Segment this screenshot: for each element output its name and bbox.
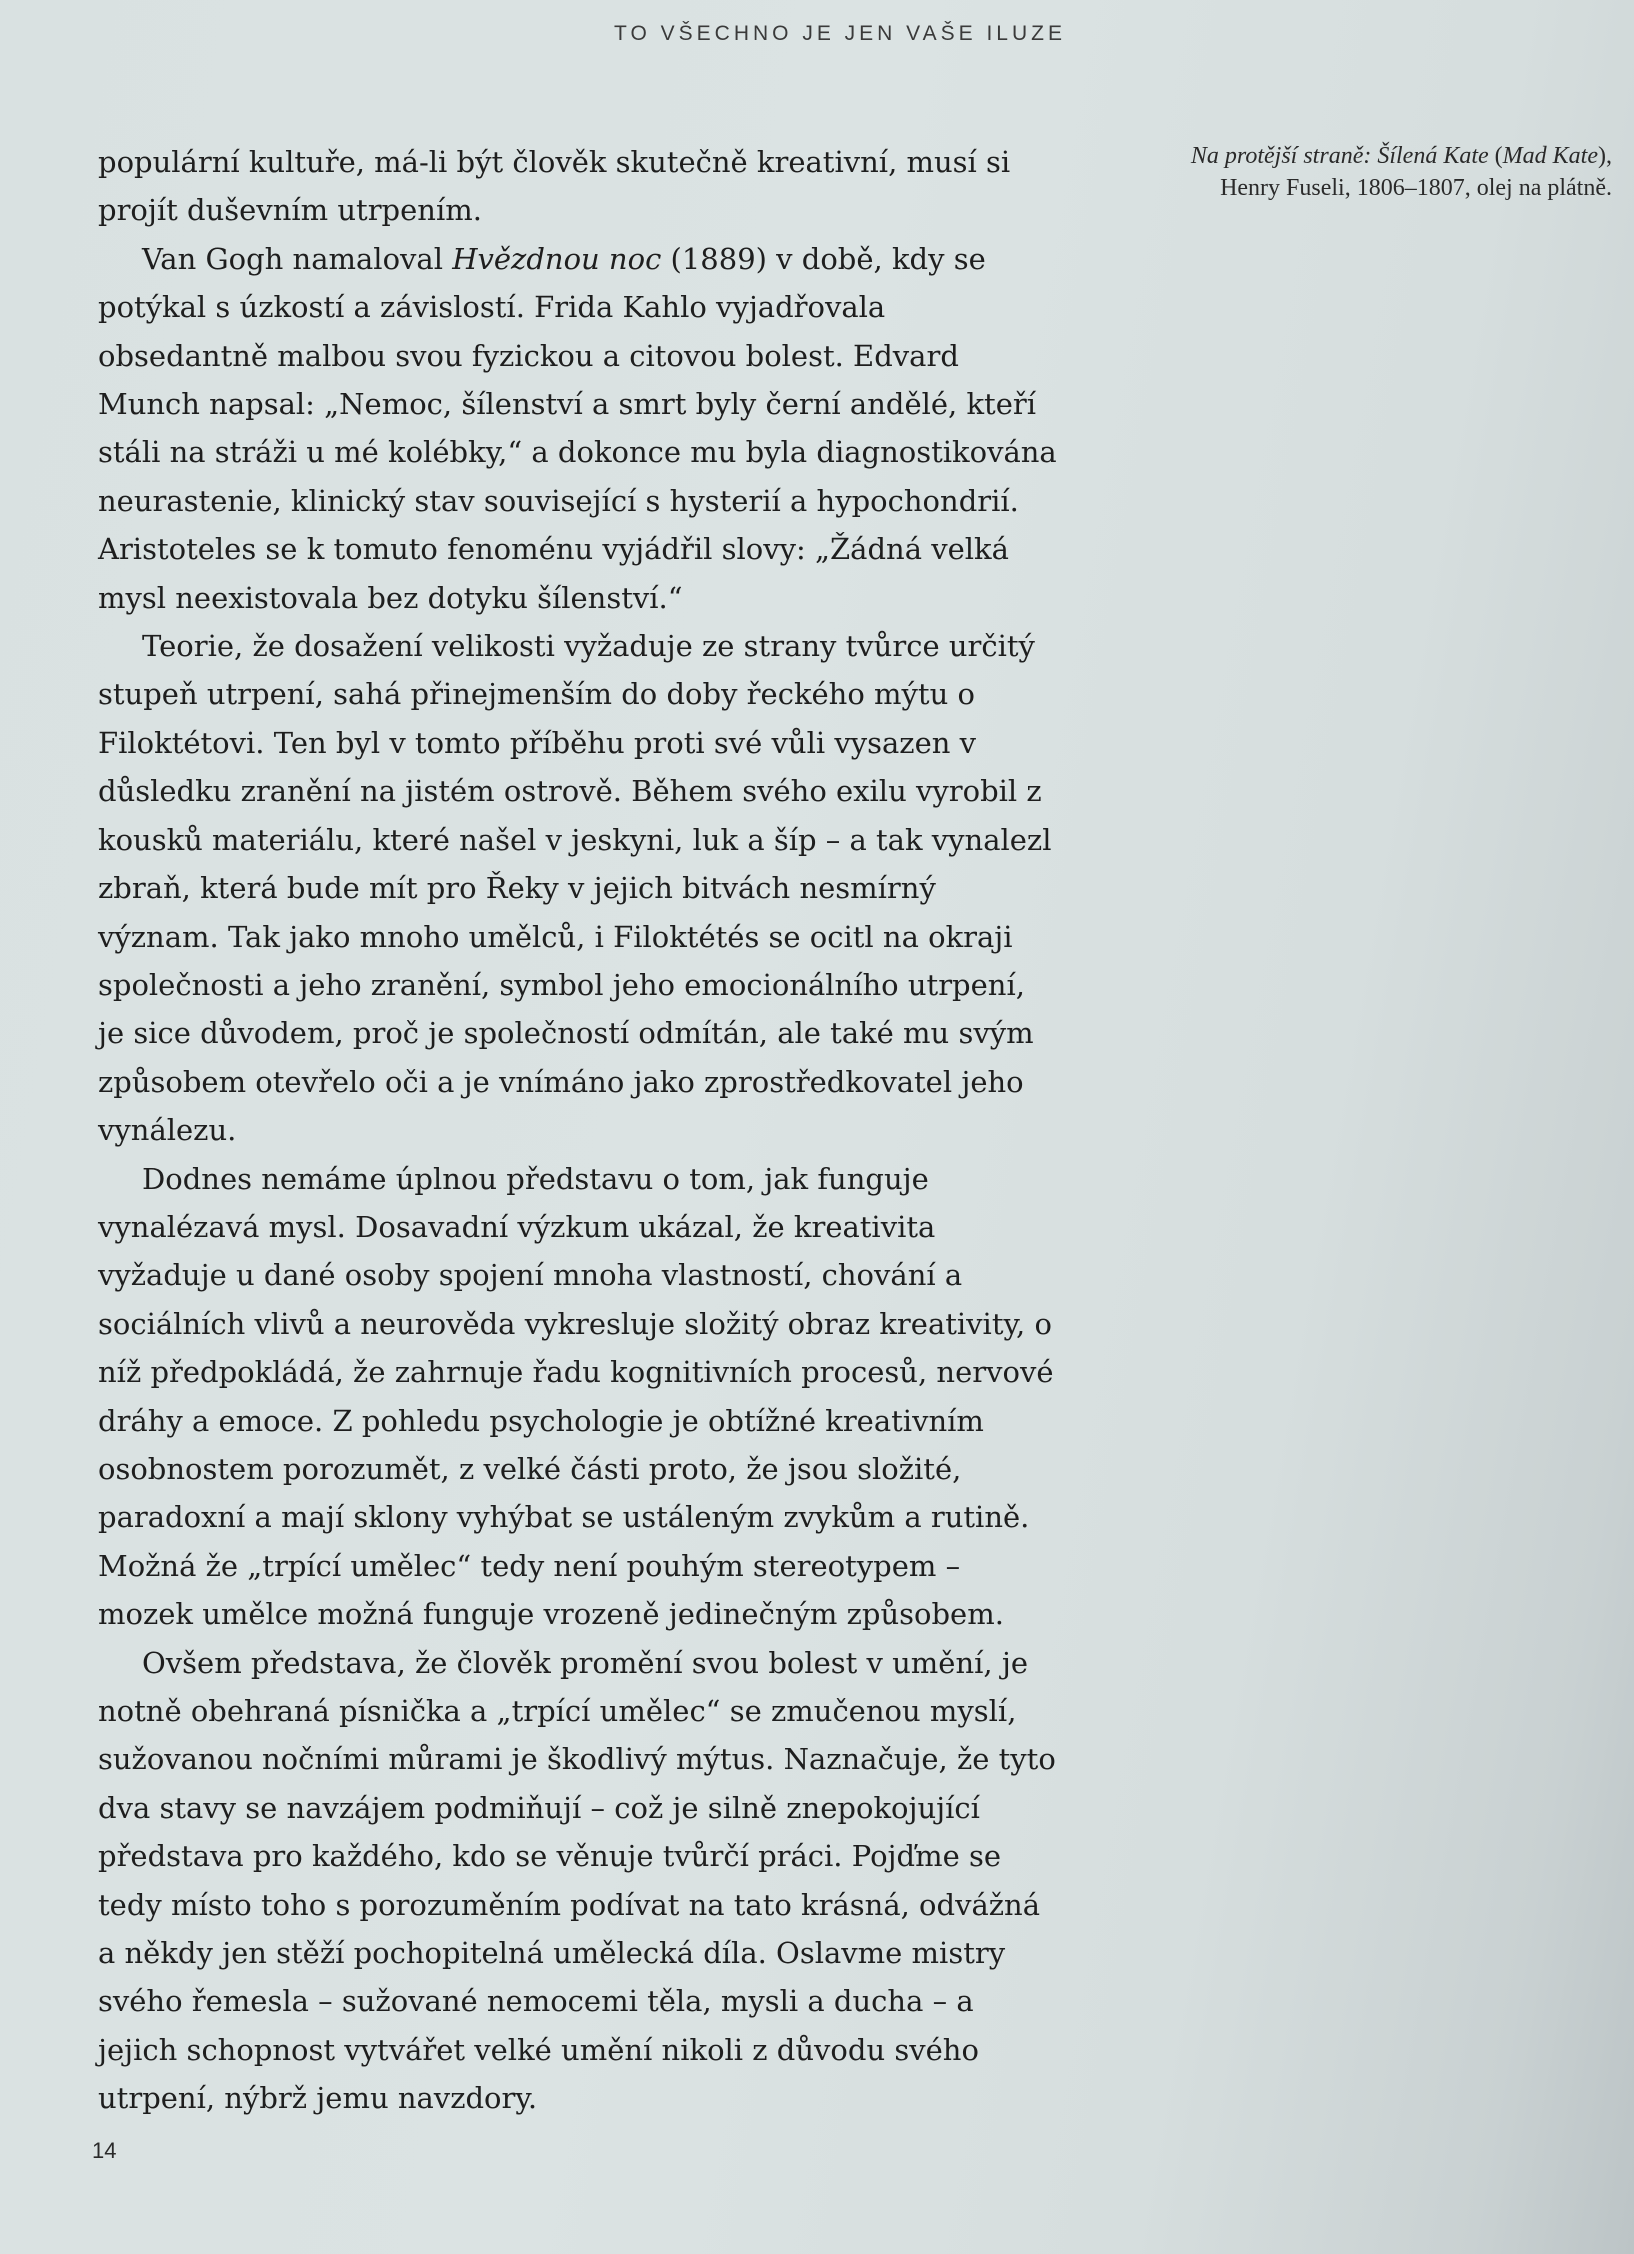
italic-title: Hvězdnou noc — [452, 241, 662, 276]
text-run: Dodnes nemáme úplnou představu o tom, jak funguje vynalézavá mysl. Dosavadní výzkum ukázal, že kreativita vyžaduje u dané osoby spojení mnoha vlastností, chování a sociálních vlivů a neurověda vykresluje složitý obraz kreativity, o níž předpokládá, že zahrnuje řadu kognitivních procesů, nervové dráhy a emoce. Z pohledu psychologie je obtížné kreativním osobnostem porozumět, z velké části proto, že jsou složité, paradoxní a mají sklony vyhýbat se ustáleným zvykům a rutině. Možná že „trpící umělec“ tedy není pouhým stereotypem – mozek umělce možná funguje vrozeně jedinečným způsobem. — [98, 1161, 1054, 1632]
page-number: 14 — [92, 2138, 117, 2163]
paragraph — [98, 235, 1058, 622]
caption-label: Na protější straně: — [1190, 143, 1372, 169]
text-run: (1889) v době, kdy se potýkal s úzkostí a závislostí. Frida Kahlo vyjadřovala obsedantně malbou svou fyzickou a citovou bolest. Edvard Munch napsal: „Nemoc, šílenství a smrt byly černí andělé, kteří stáli na stráži u mé kolébky,“ a dokonce mu byla diagnostikována neurastenie, klinický stav související s hysterií a hypochondrií. Aristoteles se k tomuto fenoménu vyjádřil slovy: „Žádná velká mysl neexistovala bez dotyku šílenství.“ — [98, 241, 1057, 615]
text-run: Ovšem představa, že člověk promění svou bolest v umění, je notně obehraná písnička a „trpící umělec“ se zmučenou myslí, sužovanou nočními můrami je škodlivý mýtus. Naznačuje, že tyto dva stavy se navzájem podmiňují – což je silně znepokojující představa pro každého, kdo se věnuje tvůrčí práci. Pojďme se tedy místo toho s porozuměním podívat na tato krásná, odvážná a někdy jen stěží pochopitelná umělecká díla. Oslavme mistry svého řemesla – sužované nemocemi těla, mysli a ducha – a jejich schopnost vytvářet velké umění nikoli z důvodu svého utrpení, nýbrž jemu navzdory. — [98, 1645, 1056, 2116]
caption-title: Šílená Kate (Mad Kate), — [1377, 143, 1612, 169]
image-caption — [1112, 140, 1612, 204]
paragraph — [98, 1639, 1058, 2123]
paragraph — [98, 622, 1058, 1154]
text-run: Van Gogh namaloval — [142, 241, 453, 276]
caption-line-1 — [1112, 140, 1612, 172]
running-head: TO VŠECHNO JE JEN VAŠE ILUZE — [614, 22, 1066, 45]
body-text — [98, 138, 1058, 2123]
text-run: populární kultuře, má-li být člověk skutečně kreativní, musí si projít duševním utrpením. — [98, 145, 1011, 228]
paragraph — [98, 138, 1058, 235]
text-run: Teorie, že dosažení velikosti vyžaduje ze strany tvůrce určitý stupeň utrpení, sahá přinejmenším do doby řeckého mýtu o Filoktétovi. Ten byl v tomto příběhu proti své vůli vysazen v důsledku zranění na jistém ostrově. Během svého exilu vyrobil z kousků materiálu, které našel v jeskyni, luk a šíp – a tak vynalezl zbraň, která bude mít pro Řeky v jejich bitvách nesmírný význam. Tak jako mnoho umělců, i Filoktétés se ocitl na okraji společnosti a jeho zranění, symbol jeho emocionálního utrpení, je sice důvodem, proč je společností odmítán, ale také mu svým způsobem otevřelo oči a je vnímáno jako zprostředkovatel jeho vynálezu. — [98, 629, 1052, 1148]
paragraph — [98, 1155, 1058, 1639]
caption-credit: Henry Fuseli, 1806–1807, olej na plátně. — [1220, 175, 1612, 201]
